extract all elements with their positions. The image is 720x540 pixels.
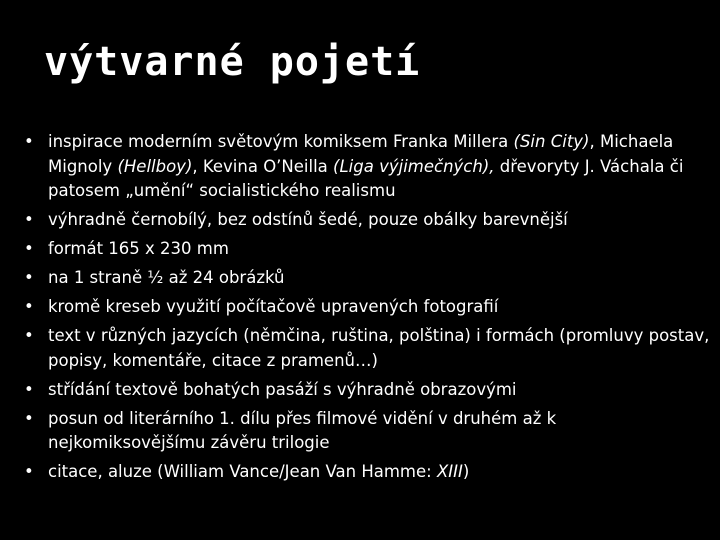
bullet-icon: •	[24, 239, 34, 258]
bullet-icon: •	[24, 297, 34, 316]
bullet-item-languages	[22, 324, 712, 373]
bullet-icon: •	[24, 210, 34, 229]
bullet-text: inspirace moderním světovým komiksem Franka Millera (Sin City), Michaela Mignoly (Hellboy), Kevina O’Neilla (Liga výjimečných), dřevoryty J. Váchala či patosem „umění“ socialistického realismu	[48, 132, 684, 200]
bullet-item-format	[22, 237, 712, 262]
bullet-item-monochrome	[22, 208, 712, 233]
bullet-icon: •	[24, 132, 34, 151]
bullet-text: citace, aluze (William Vance/Jean Van Hamme: XIII)	[48, 462, 470, 481]
bullet-item-citations	[22, 460, 712, 485]
bullet-icon: •	[24, 462, 34, 481]
bullet-icon: •	[24, 408, 34, 428]
bullet-icon: •	[24, 379, 34, 399]
bullet-list	[22, 130, 712, 489]
bullet-text: kromě kreseb využití počítačově upravených fotografií	[48, 297, 499, 316]
bullet-text: na 1 straně ½ až 24 obrázků	[48, 268, 285, 287]
bullet-text: střídání textově bohatých pasáží s výhradně obrazovými	[48, 379, 517, 399]
bullet-item-alternation	[22, 378, 712, 403]
bullet-item-photos	[22, 295, 712, 320]
bullet-item-progression	[22, 407, 712, 456]
slide-title: výtvarné pojetí	[44, 39, 421, 85]
bullet-text: výhradně černobílý, bez odstínů šedé, pouze obálky barevnější	[48, 210, 568, 229]
bullet-item-inspiration	[22, 130, 712, 204]
bullet-item-images-per-page	[22, 266, 712, 291]
bullet-text: posun od literárního 1. dílu přes filmové vidění v druhém až k nejkomiksovějšímu závěru trilogie	[48, 408, 557, 452]
bullet-text: formát 165 x 230 mm	[48, 239, 229, 258]
bullet-icon: •	[24, 326, 34, 345]
bullet-icon: •	[24, 268, 34, 287]
bullet-text: text v různých jazycích (němčina, ruština, polština) i formách (promluvy postav, popisy, komentáře, citace z pramenů…)	[48, 326, 710, 370]
